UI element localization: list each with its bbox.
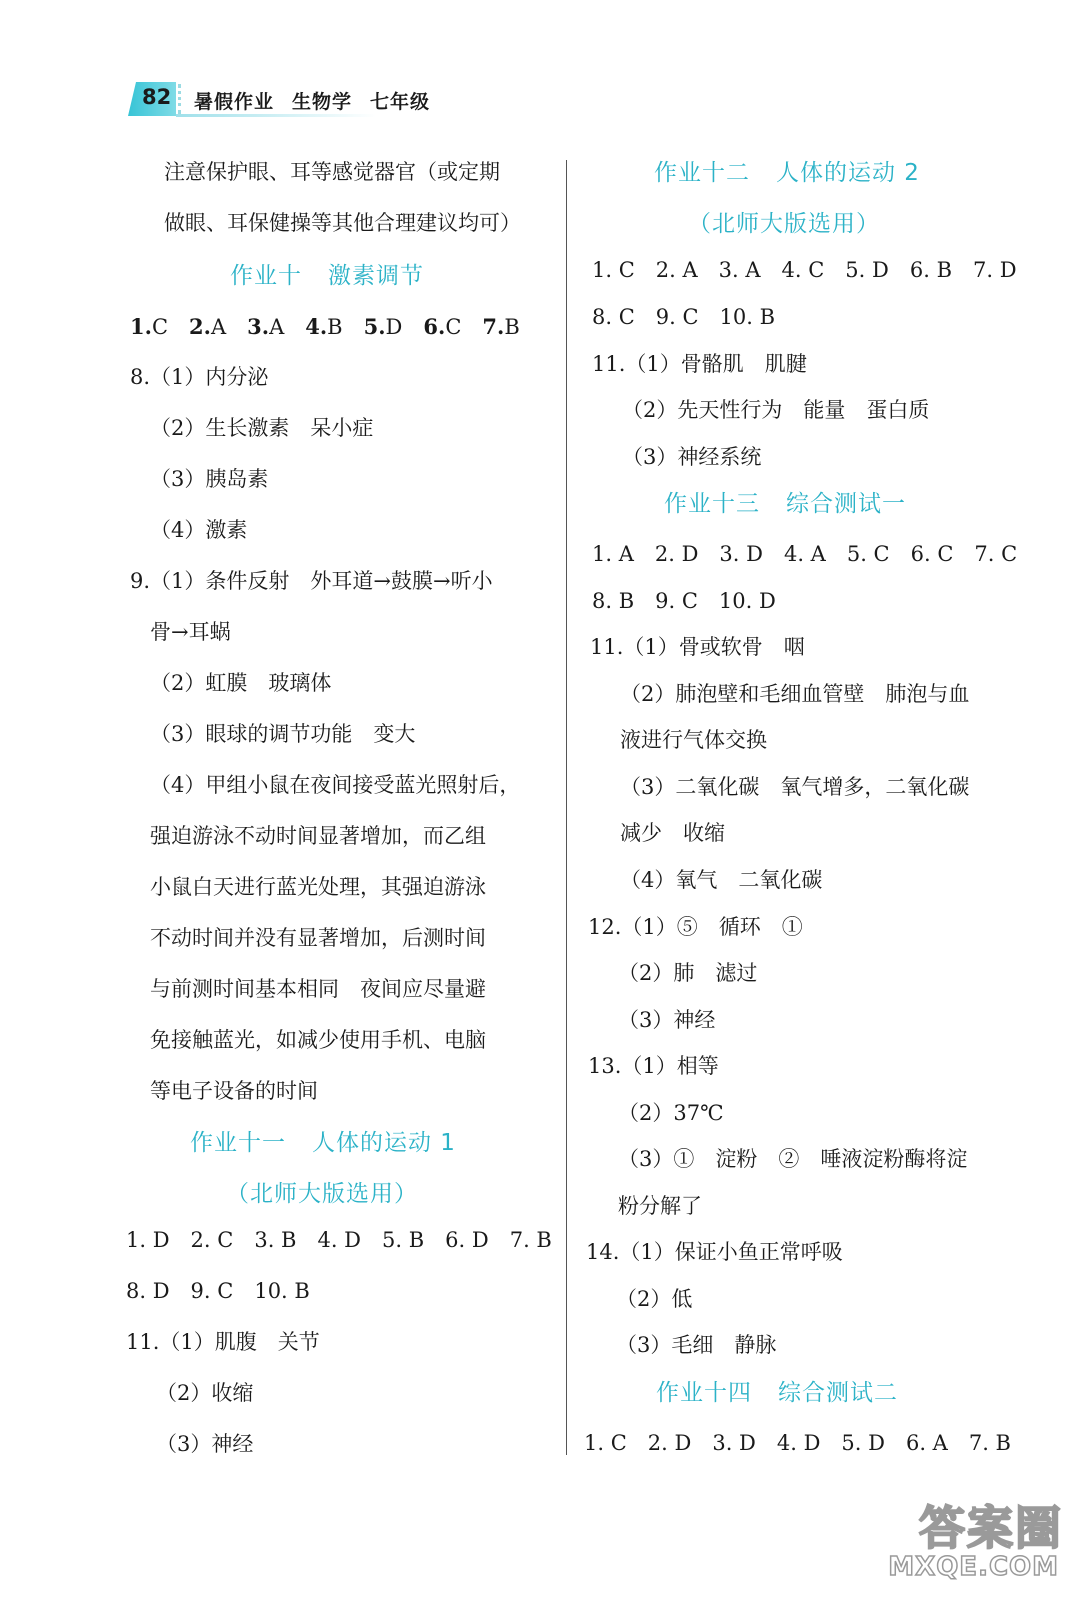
intro-line-2: 做眼、耳保健操等其他合理建议均可）	[164, 211, 521, 235]
section-14-subtitle: 综合测试二	[778, 1380, 898, 1406]
section-11-q11-part-1: 11.（1）肌腹 关节	[126, 1330, 320, 1354]
section-12-mc-answers-2: 8. C 9. C 10. B	[592, 305, 776, 329]
section-13-q11-part-3b: 减少 收缩	[620, 821, 725, 845]
book-grade: 七年级	[370, 91, 431, 113]
page-header	[128, 78, 588, 118]
watermark	[863, 1492, 1063, 1582]
section-11-mc-answers-1: 1. D 2. C 3. B 4. D 5. B 6. D 7. B	[126, 1228, 552, 1252]
section-12-mc-answers-1: 1. C 2. A 3. A 4. C 5. D 6. B 7. D	[592, 258, 1017, 282]
q8-part-4: （4）激素	[150, 518, 248, 542]
section-13-q11-part-2b: 液进行气体交换	[620, 728, 767, 752]
section-13-q12-part-2: （2）肺 滤过	[618, 961, 758, 985]
q9-part-2: （2）虹膜 玻璃体	[150, 671, 332, 695]
section-12-q11-part-3: （3）神经系统	[622, 445, 762, 469]
section-13-subtitle: 综合测试一	[786, 491, 906, 517]
section-12-edition: （北师大版选用）	[688, 211, 880, 237]
column-divider	[566, 160, 567, 1455]
section-13-q13-part-3a: （3）① 淀粉 ② 唾液淀粉酶将淀	[618, 1147, 968, 1171]
section-13-q11-part-4: （4）氧气 二氧化碳	[620, 868, 823, 892]
section-12-q11-part-1: 11.（1）骨骼肌 肌腱	[592, 352, 807, 376]
section-13-q11-part-3a: （3）二氧化碳 氧气增多，二氧化碳	[620, 775, 970, 799]
q9-part-3: （3）眼球的调节功能 变大	[150, 722, 416, 746]
section-10-subtitle: 激素调节	[328, 263, 424, 289]
section-11-title: 作业十一	[190, 1130, 286, 1156]
section-10-mc-answers: 1.C 2.A 3.A 4.B 5.D 6.C 7.B	[130, 314, 520, 339]
section-13-q14-part-1: 14.（1）保证小鱼正常呼吸	[586, 1240, 843, 1264]
section-13-q14-part-2: （2）低	[616, 1287, 693, 1311]
section-12-q11-part-2: （2）先天性行为 能量 蛋白质	[622, 398, 930, 422]
section-11-mc-answers-2: 8. D 9. C 10. B	[126, 1279, 310, 1303]
page-number: 82	[142, 85, 172, 109]
q9-part-4-line-a: （4）甲组小鼠在夜间接受蓝光照射后，	[150, 773, 521, 797]
q9-part-4-line-g: 等电子设备的时间	[150, 1079, 318, 1103]
q8-part-2: （2）生长激素 呆小症	[150, 416, 374, 440]
q9-part-4-line-d: 不动时间并没有显著增加，后测时间	[150, 926, 486, 950]
section-13-mc-answers-2: 8. B 9. C 10. D	[592, 589, 776, 613]
section-11-heading	[190, 1132, 456, 1155]
q9-part-4-line-e: 与前测时间基本相同 夜间应尽量避	[150, 977, 486, 1001]
header-dots	[178, 84, 185, 114]
section-14-title: 作业十四	[656, 1380, 752, 1406]
section-12-subtitle: 人体的运动 2	[776, 160, 920, 186]
section-14-mc-answers-1: 1. C 2. D 3. D 4. D 5. D 6. A 7. B	[584, 1431, 1011, 1455]
watermark-logo-text: 答案圈	[919, 1501, 1063, 1555]
section-13-q12-part-1: 12.（1）⑤ 循环 ①	[588, 915, 803, 939]
section-13-title: 作业十三	[664, 491, 760, 517]
section-13-q13-part-2: （2）37℃	[618, 1101, 724, 1125]
book-subject: 生物学	[292, 91, 353, 113]
q9-part-4-line-b: 强迫游泳不动时间显著增加，而乙组	[150, 824, 486, 848]
header-underline	[176, 114, 376, 117]
q9-part-1-cont: 骨→耳蜗	[150, 620, 231, 644]
watermark-url: MXQE.COM	[888, 1552, 1059, 1582]
section-14-heading	[656, 1382, 898, 1405]
section-11-subtitle: 人体的运动 1	[312, 1130, 456, 1156]
intro-line-1: 注意保护眼、耳等感觉器官（或定期	[164, 160, 500, 184]
q9-part-1: 9.（1）条件反射 外耳道→鼓膜→听小	[130, 569, 493, 593]
header-title	[194, 87, 448, 114]
book-series: 暑假作业	[194, 91, 275, 113]
q8-part-1: 8.（1）内分泌	[130, 365, 269, 389]
section-10-title: 作业十	[230, 263, 302, 289]
section-13-mc-answers-1: 1. A 2. D 3. D 4. A 5. C 6. C 7. C	[592, 542, 1018, 566]
section-13-q13-part-3b: 粉分解了	[618, 1194, 702, 1218]
section-12-title: 作业十二	[654, 160, 750, 186]
q9-part-4-line-c: 小鼠白天进行蓝光处理，其强迫游泳	[150, 875, 486, 899]
q9-part-4-line-f: 免接触蓝光，如减少使用手机、电脑	[150, 1028, 486, 1052]
section-11-edition: （北师大版选用）	[226, 1181, 418, 1207]
section-10-heading	[230, 265, 424, 288]
section-13-q12-part-3: （3）神经	[618, 1008, 716, 1032]
section-11-q11-part-3: （3）神经	[156, 1432, 254, 1456]
q8-part-3: （3）胰岛素	[150, 467, 269, 491]
section-13-q14-part-3: （3）毛细 静脉	[616, 1333, 777, 1357]
section-13-q13-part-1: 13.（1）相等	[588, 1054, 719, 1078]
section-12-heading	[654, 162, 920, 185]
section-13-q11-part-1: 11.（1）骨或软骨 咽	[590, 635, 805, 659]
section-11-q11-part-2: （2）收缩	[156, 1381, 254, 1405]
section-13-heading	[664, 493, 906, 516]
section-13-q11-part-2a: （2）肺泡壁和毛细血管壁 肺泡与血	[620, 682, 970, 706]
